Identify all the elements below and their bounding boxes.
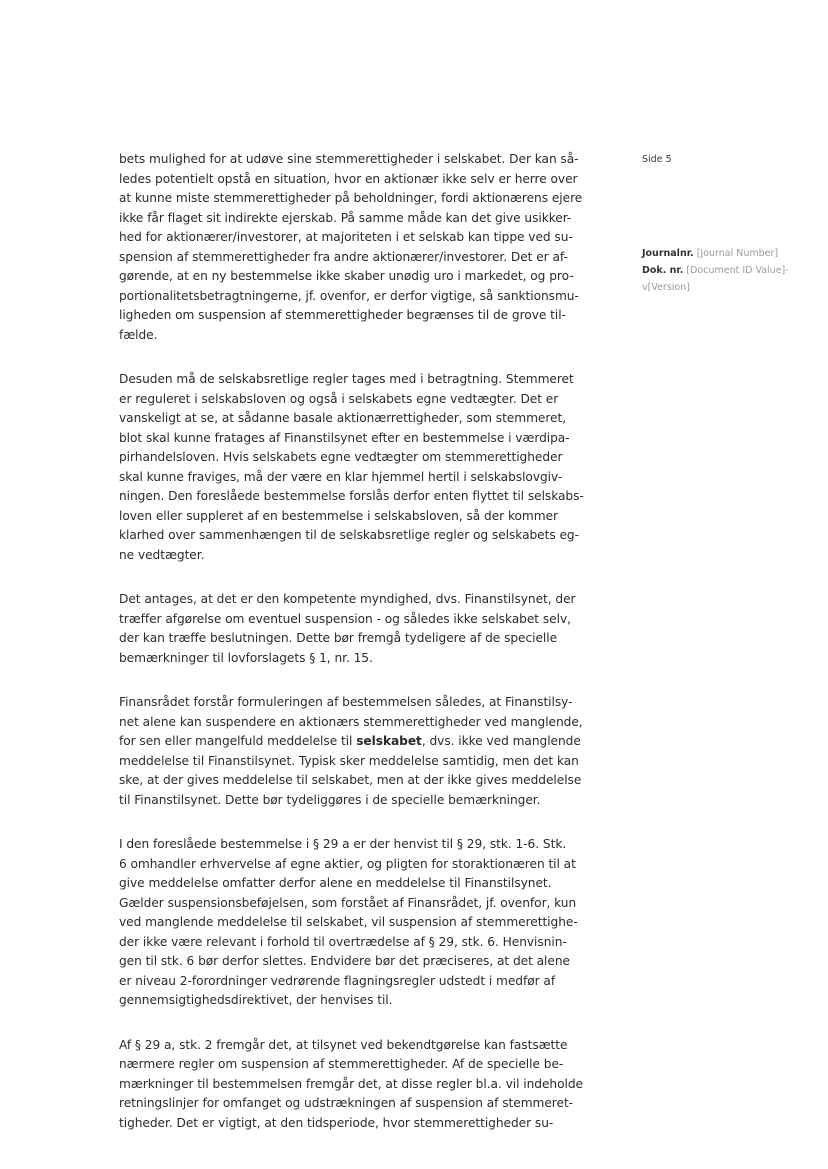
text-line: Desuden må de selskabsretlige regler tages med i betragtning. Stemmeret <box>119 372 574 386</box>
text-fragment: for sen eller mangelfuld meddelelse til <box>119 734 357 748</box>
version-value: v[Version] <box>642 282 690 293</box>
text-line: gen til stk. 6 bør derfor slettes. Endvidere bør det præciseres, at det alene <box>119 954 570 968</box>
text-line: ledes potentielt opstå en situation, hvor en aktionær ikke selv er herre over <box>119 171 578 186</box>
text-line: til Finanstilsynet. Dette bør tydeliggøres i de specielle bemærkninger. <box>119 792 541 807</box>
text-line-with-emphasis <box>119 732 604 752</box>
text-line: ligheden om suspension af stemmerettigheder begrænses til de grove til- <box>119 308 566 322</box>
text-line: net alene kan suspendere en aktionærs stemmerettigheder ved manglende, <box>119 714 583 729</box>
text-line: pirhandelsloven. Hvis selskabets egne vedtægter om stemmerettigheder <box>119 450 563 464</box>
text-line: er reguleret i selskabsloven og også i selskabets egne vedtægter. Det er <box>119 391 559 406</box>
text-line: Finansrådet forstår formuleringen af bestemmelsen således, at Finanstilsy- <box>119 695 573 709</box>
margin-metadata <box>642 151 812 296</box>
text-line: er niveau 2-forordninger vedrørende flagningsregler udstedt i medfør af <box>119 973 556 988</box>
document-number-line <box>642 262 812 279</box>
text-line: ske, at der gives meddelelse til selskabet, men at der ikke gives meddelelse <box>119 773 582 787</box>
paragraph-4 <box>119 693 604 810</box>
text-line: gørende, at en ny bestemmelse ikke skaber unødig uro i markedet, og pro- <box>119 269 574 283</box>
text-line: gennemsigtighedsdirektivet, der henvises til. <box>119 993 393 1007</box>
journal-value: [Journal Number] <box>696 248 779 259</box>
emphasized-word: selskabet <box>356 734 422 748</box>
body-text <box>119 150 604 1158</box>
paragraph-1 <box>119 150 604 345</box>
version-line <box>642 279 812 296</box>
text-line: mærkninger til bestemmelsen fremgår det, at disse regler bl.a. vil indeholde <box>119 1076 583 1091</box>
text-line: ved manglende meddelelse til selskabet, vil suspension af stemmerettighe- <box>119 915 578 929</box>
text-line: ningen. Den foreslåede bestemmelse forslås derfor enten flyttet til selskabs- <box>119 489 584 503</box>
text-line: hed for aktionærer/investorer, at majoriteten i et selskab kan tippe ved su- <box>119 230 573 244</box>
text-fragment: , dvs. ikke ved manglende <box>421 734 581 748</box>
journal-label: Journalnr. <box>642 248 694 259</box>
text-line: I den foreslåede bestemmelse i § 29 a er der henvist til § 29, stk. 1-6. Stk. <box>119 837 567 851</box>
text-line: portionalitetsbetragtningerne, jf. ovenfor, er derfor vigtige, så sanktionsmu- <box>119 288 579 303</box>
text-line: at kunne miste stemmerettigheder på beholdninger, fordi aktionærens ejere <box>119 191 583 205</box>
text-line: retningslinjer for omfanget og udstrækningen af suspension af stemmeret- <box>119 1096 574 1110</box>
text-line: give meddelelse omfatter derfor alene en meddelelse til Finanstilsynet. <box>119 876 552 890</box>
text-line: spension af stemmerettigheder fra andre aktionærer/investorer. Det er af- <box>119 249 568 264</box>
text-line: fælde. <box>119 327 158 342</box>
text-line: ikke får flaget sit indirekte ejerskab. På samme måde kan det give usikker- <box>119 210 572 225</box>
text-line: vanskeligt at se, at sådanne basale aktionærrettigheder, som stemmeret, <box>119 411 567 425</box>
text-line: meddelelse til Finanstilsynet. Typisk sker meddelelse samtidig, men det kan <box>119 753 579 768</box>
document-number-value: [Document ID Value]- <box>686 265 789 276</box>
paragraph-2 <box>119 370 604 565</box>
text-line: blot skal kunne fratages af Finanstilsynet efter en bestemmelse i værdipa- <box>119 430 570 445</box>
text-line: bets mulighed for at udøve sine stemmerettigheder i selskabet. Der kan så- <box>119 152 579 166</box>
document-number-label: Dok. nr. <box>642 265 684 276</box>
paragraph-3 <box>119 590 604 668</box>
text-line: Af § 29 a, stk. 2 fremgår det, at tilsynet ved bekendtgørelse kan fastsætte <box>119 1037 568 1052</box>
text-line: Gælder suspensionsbeføjelsen, som forstået af Finansrådet, jf. ovenfor, kun <box>119 895 577 910</box>
text-line: der kan træffe beslutningen. Dette bør fremgå tydeligere af de specielle <box>119 631 558 645</box>
text-line: ne vedtægter. <box>119 547 205 562</box>
text-line: klarhed over sammenhængen til de selskabsretlige regler og selskabets eg- <box>119 528 579 542</box>
text-line: nærmere regler om suspension af stemmerettigheder. Af de specielle be- <box>119 1057 564 1071</box>
paragraph-5 <box>119 835 604 1011</box>
text-line: træffer afgørelse om eventuel suspension - og således ikke selskabet selv, <box>119 611 571 626</box>
text-line: der ikke være relevant i forhold til overtrædelse af § 29, stk. 6. Henvisnin- <box>119 934 567 949</box>
text-line: tigheder. Det er vigtigt, at den tidsperiode, hvor stemmerettigheder su- <box>119 1115 554 1130</box>
page-number: Side 5 <box>642 154 672 165</box>
text-line: bemærkninger til lovforslagets § 1, nr. 15. <box>119 650 373 665</box>
paragraph-6 <box>119 1036 604 1134</box>
text-line: Det antages, at det er den kompetente myndighed, dvs. Finanstilsynet, der <box>119 592 576 606</box>
journal-number-line <box>642 245 812 262</box>
text-line: 6 omhandler erhvervelse af egne aktier, og pligten for storaktionæren til at <box>119 856 576 871</box>
text-line: loven eller suppleret af en bestemmelse i selskabsloven, så der kommer <box>119 508 558 523</box>
text-line: skal kunne fraviges, må der være en klar hjemmel hertil i selskabslovgiv- <box>119 469 563 484</box>
